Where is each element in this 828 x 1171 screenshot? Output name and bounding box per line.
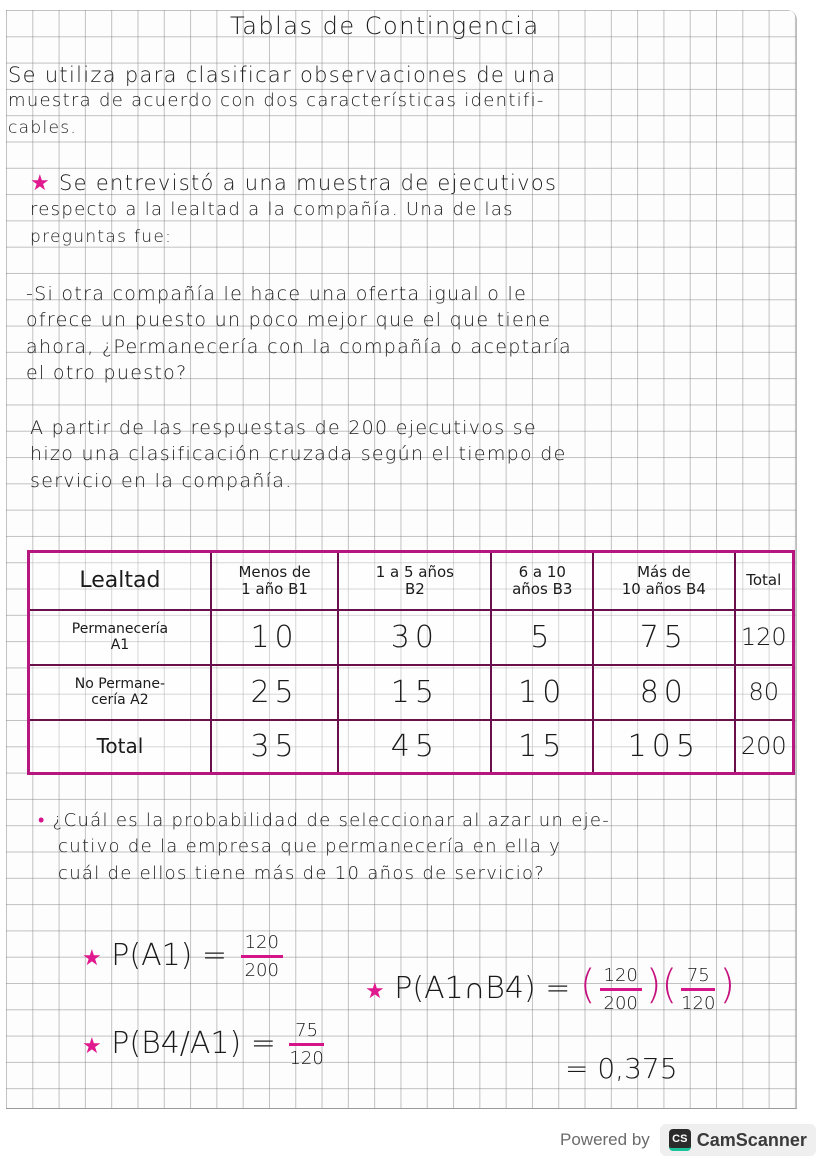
solution-p-a1: ★ P(A1) = $\frac{120}{200}$ <box>82 932 287 981</box>
problem-line: respecto a la lealtad a la compañía. Una de las <box>30 199 514 221</box>
table-row <box>29 665 794 720</box>
cell-a2-b3: 10 <box>491 665 593 720</box>
question-line: ofrece un puesto un poco mejor que el que tiene <box>26 309 552 332</box>
cell-a2-total: 80 <box>735 665 794 720</box>
row-label-a2: No Permane- cería A2 <box>29 665 211 720</box>
exercise-line: cutivo de la empresa que permanecería en ella y <box>58 836 562 858</box>
camscanner-badge[interactable] <box>660 1124 816 1156</box>
solution-result: = 0,375 <box>565 1052 678 1085</box>
context-line: hizo una clasificación cruzada según el tiempo de <box>30 443 567 466</box>
cell-grand-total: 200 <box>735 720 794 774</box>
bullet-icon: • <box>38 810 46 831</box>
column-header-lealtad: Lealtad <box>29 552 211 610</box>
fraction: $\frac{75}{120}$ <box>681 965 716 1014</box>
problem-line: ★ Se entrevistó a una muestra de ejecutivos <box>30 171 558 196</box>
cell-a1-b3: 5 <box>491 610 593 665</box>
intro-line: cables. <box>8 117 78 138</box>
cell-total-b3: 15 <box>491 720 593 774</box>
table-header-row <box>29 552 794 610</box>
question-line: el otro puesto? <box>26 361 188 384</box>
row-label-total: Total <box>29 720 211 774</box>
context-paragraph <box>30 415 567 494</box>
cell-a2-b1: 25 <box>211 665 338 720</box>
camscanner-watermark[interactable] <box>560 1124 816 1156</box>
star-icon: ★ <box>82 946 102 971</box>
row-label-a1: Permanecería A1 <box>29 610 211 665</box>
problem-line: preguntas fue: <box>30 226 173 247</box>
cell-a1-b1: 10 <box>211 610 338 665</box>
cell-a1-b4: 75 <box>593 610 734 665</box>
column-header-total: Total <box>735 552 794 610</box>
paren: ( <box>579 962 596 1008</box>
question-line: -Si otra compañía le hace una oferta igual o le <box>26 283 528 305</box>
cell-total-b4: 105 <box>593 720 734 774</box>
context-line: servicio en la compañía. <box>30 469 293 492</box>
star-icon: ★ <box>82 1034 102 1059</box>
column-header-b2: 1 a 5 años B2 <box>338 552 491 610</box>
intro-paragraph <box>8 62 556 141</box>
star-icon: ★ <box>30 171 52 196</box>
solution-p-b4-given-a1: ★ P(B4/A1) = $\frac{75}{120}$ <box>82 1020 324 1069</box>
exercise-line: • ¿Cuál es la probabilidad de seleccionar al azar un eje- <box>38 810 611 831</box>
exercise-paragraph <box>38 808 610 887</box>
cell-a1-total: 120 <box>735 610 794 665</box>
fraction: $\frac{120}{200}$ <box>600 965 642 1014</box>
fraction: $\frac{75}{120}$ <box>289 1020 324 1069</box>
question-line: ahora, ¿Permanecería con la compañía o aceptaría <box>26 335 572 358</box>
solution-p-a1-and-b4: ★ P(A1∩B4) = ( $\frac{120}{200}$ )( $\frac{75}{120}$ ) <box>365 962 736 1014</box>
table-total-row <box>29 720 794 774</box>
cell-a2-b4: 80 <box>593 665 734 720</box>
context-line: A partir de las respuestas de 200 ejecutivos se <box>30 417 537 439</box>
intro-line: muestra de acuerdo con dos características identifi- <box>8 90 545 112</box>
cell-a1-b2: 30 <box>338 610 491 665</box>
table-row <box>29 610 794 665</box>
page-title: Tablas de Contingencia <box>230 12 540 40</box>
intro-line: Se utiliza para clasificar observaciones de una <box>8 63 557 87</box>
fraction: $\frac{120}{200}$ <box>241 932 283 981</box>
camscanner-logo-icon: CS <box>669 1129 691 1151</box>
cell-total-b1: 35 <box>211 720 338 774</box>
column-header-b1: Menos de 1 año B1 <box>211 552 338 610</box>
column-header-b3: 6 a 10 años B3 <box>491 552 593 610</box>
contingency-table <box>27 550 795 775</box>
column-header-b4: Más de 10 años B4 <box>593 552 734 610</box>
powered-by-label: Powered by <box>560 1130 650 1149</box>
question-paragraph <box>26 281 572 386</box>
exercise-line: cuál de ellos tiene más de 10 años de servicio? <box>58 862 546 884</box>
star-icon: ★ <box>365 979 385 1004</box>
problem-paragraph <box>30 170 557 250</box>
cell-total-b2: 45 <box>338 720 491 774</box>
camscanner-brand: CamScanner <box>696 1129 807 1150</box>
cell-a2-b2: 15 <box>338 665 491 720</box>
